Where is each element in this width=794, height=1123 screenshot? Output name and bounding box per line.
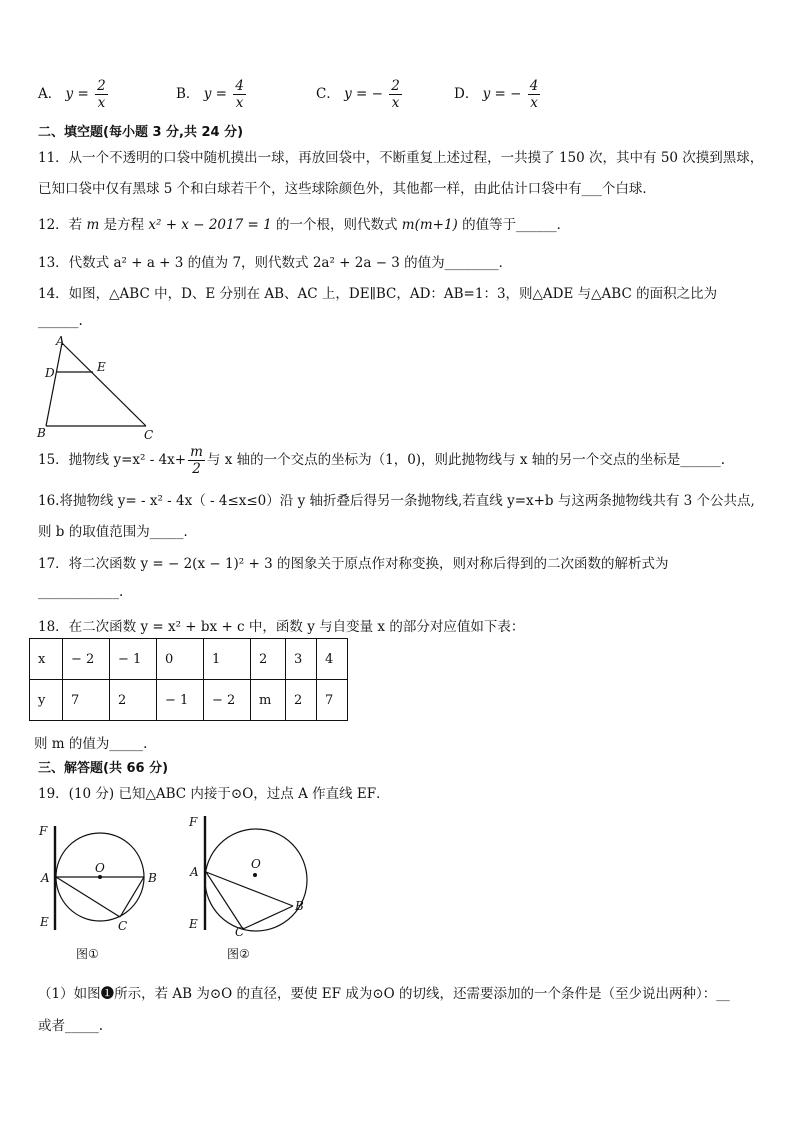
q12-mid2: 的一个根，则代数式 — [275, 217, 398, 233]
caption-figure-2: 图② — [227, 947, 250, 961]
q12-equation: x² + x − 2017 = 1 — [148, 217, 272, 233]
label-c: C — [235, 925, 245, 939]
option-lhs: y = — [344, 86, 368, 102]
chord-bc — [120, 877, 144, 917]
side-ac — [62, 343, 146, 426]
option-lhs: y = — [203, 86, 227, 102]
denominator: x — [235, 95, 244, 111]
center-dot — [98, 875, 102, 879]
label-e: E — [97, 360, 106, 374]
table-cell: − 1 — [110, 639, 157, 680]
q16-line2: 则 b 的取值范围为_____． — [38, 524, 197, 540]
table-cell: 3 — [286, 639, 317, 680]
table-cell: 0 — [157, 639, 204, 680]
numerator: 4 — [235, 78, 244, 94]
label-b: B — [37, 426, 46, 440]
option-letter: A． — [38, 86, 62, 102]
label-d: D — [45, 366, 55, 380]
section-3-title: 三、解答题(共 66 分) — [38, 761, 169, 776]
option-fraction — [95, 78, 108, 111]
table-cell: − 1 — [157, 680, 204, 721]
q11-line2: 已知口袋中仅有黑球 5 个和白球若干个，这些球除颜色外，其他都一样，由此估计口袋中有___个白球． — [38, 181, 656, 197]
section-2-title: 二、填空题(每小题 3 分,共 24 分) — [38, 125, 244, 140]
label-f: F — [189, 815, 198, 829]
label-o: O — [251, 857, 261, 871]
q18-intro: 18．在二次函数 y = x² + bx + c 中，函数 y 与自变量 x 的部分对应值如下表： — [38, 619, 525, 635]
option-fraction — [528, 78, 541, 111]
option-d — [454, 78, 542, 111]
option-letter: D． — [454, 86, 479, 102]
table-row — [30, 680, 348, 721]
caption-figure-1: 图① — [76, 947, 99, 961]
q13: 13．代数式 a² + a + 3 的值为 7，则代数式 2a² + 2a − 3 的值为________． — [38, 255, 513, 271]
label-b: B — [295, 899, 304, 913]
q15-fraction — [188, 444, 205, 477]
numerator: m — [190, 444, 203, 460]
table-cell: 4 — [317, 639, 348, 680]
label-f: F — [39, 824, 48, 838]
option-lhs: y = — [65, 86, 89, 102]
q17-line1: 17．将二次函数 y = − 2(x − 1)² + 3 的图象关于原点作对称变换，则对称后得到的二次函数的解析式为 — [38, 556, 669, 572]
label-o: O — [95, 861, 105, 875]
q19-text: 19．(10 分) 已知△ABC 内接于⊙O，过点 A 作直线 EF． — [38, 786, 390, 802]
q14-triangle-figure — [30, 333, 160, 443]
option-a — [38, 78, 110, 111]
denominator: x — [530, 95, 538, 111]
option-letter: B． — [176, 86, 200, 102]
numerator: 2 — [391, 78, 400, 94]
option-letter: C． — [316, 86, 340, 102]
option-lhs: y = — [482, 86, 506, 102]
option-b — [176, 78, 248, 111]
q18-after: 则 m 的值为_____. — [34, 736, 148, 752]
numerator: 2 — [97, 78, 106, 94]
denominator: x — [97, 95, 106, 111]
table-cell: m — [251, 680, 286, 721]
q14-line2: ______. — [38, 313, 83, 329]
q12-pre: 12．若 — [38, 217, 83, 233]
table-cell: 1 — [204, 639, 251, 680]
q12-mid: 是方程 — [103, 217, 145, 233]
chord-ab — [206, 872, 293, 906]
q12-expression: m(m+1) — [401, 217, 458, 233]
chord-bc — [243, 906, 293, 929]
table-cell: − 2 — [63, 639, 110, 680]
center-dot — [253, 873, 257, 877]
denominator: 2 — [192, 461, 201, 477]
q19-figure-2 — [180, 812, 320, 968]
table-cell: 7 — [63, 680, 110, 721]
chord-ac — [56, 877, 120, 917]
label-a: A — [56, 334, 65, 348]
table-cell: 2 — [286, 680, 317, 721]
q19-figure-1 — [30, 818, 170, 968]
denominator: x — [391, 95, 400, 111]
q15-post: 与 x 轴的一个交点的坐标为（1，0)，则此抛物线与 x 轴的另一个交点的坐标是______. — [206, 452, 726, 468]
table-cell: 2 — [251, 639, 286, 680]
option-fraction — [389, 78, 402, 111]
q19-sub1-line2: 或者_____. — [38, 1018, 104, 1034]
label-a: A — [190, 865, 199, 879]
label-b: B — [148, 871, 157, 885]
label-e: E — [189, 917, 198, 931]
numerator: 4 — [529, 78, 539, 94]
q18-value-table — [29, 638, 348, 721]
label-c: C — [118, 919, 128, 933]
table-cell: 7 — [317, 680, 348, 721]
table-cell: 2 — [110, 680, 157, 721]
option-fraction — [233, 78, 246, 111]
table-row — [30, 639, 348, 680]
q14-line1: 14．如图，△ABC 中，D、E 分别在 AB、AC 上，DE∥BC，AD：AB=1：3，则△ADE 与△ABC 的面积之比为 — [38, 286, 718, 302]
option-sign: − — [510, 86, 522, 102]
q12-post: 的值等于______． — [462, 217, 571, 233]
table-cell: x — [30, 639, 63, 680]
q16-line1: 16.将抛物线 y= - x² - 4x（ - 4≤x≤0）沿 y 轴折叠后得另一条抛物线,若直线 y=x+b 与这两条抛物线共有 3 个公共点, — [38, 493, 755, 509]
q12 — [38, 213, 570, 233]
q15 — [38, 444, 725, 477]
q19-sub1-line1: （1）如图❶所示，若 AB 为⊙O 的直径，要使 EF 成为⊙O 的切线，还需要添加的一个条件是（至少说出两种）：__ — [38, 986, 730, 1002]
q12-m: m — [86, 217, 100, 233]
option-sign: − — [371, 86, 383, 102]
label-a: A — [41, 871, 50, 885]
label-c: C — [144, 428, 154, 442]
option-c — [316, 78, 404, 111]
table-cell: y — [30, 680, 63, 721]
side-ab — [46, 343, 62, 426]
circle-o — [205, 829, 307, 931]
q11-line1: 11．从一个不透明的口袋中随机摸出一球，再放回袋中，不断重复上述过程，一共摸了 150 次，其中有 50 次摸到黑球， — [38, 150, 764, 166]
q17-line2: ____________. — [38, 584, 124, 600]
table-cell: − 2 — [204, 680, 251, 721]
q15-pre: 15．抛物线 y=x² - 4x+ — [38, 452, 187, 468]
label-e: E — [40, 915, 49, 929]
